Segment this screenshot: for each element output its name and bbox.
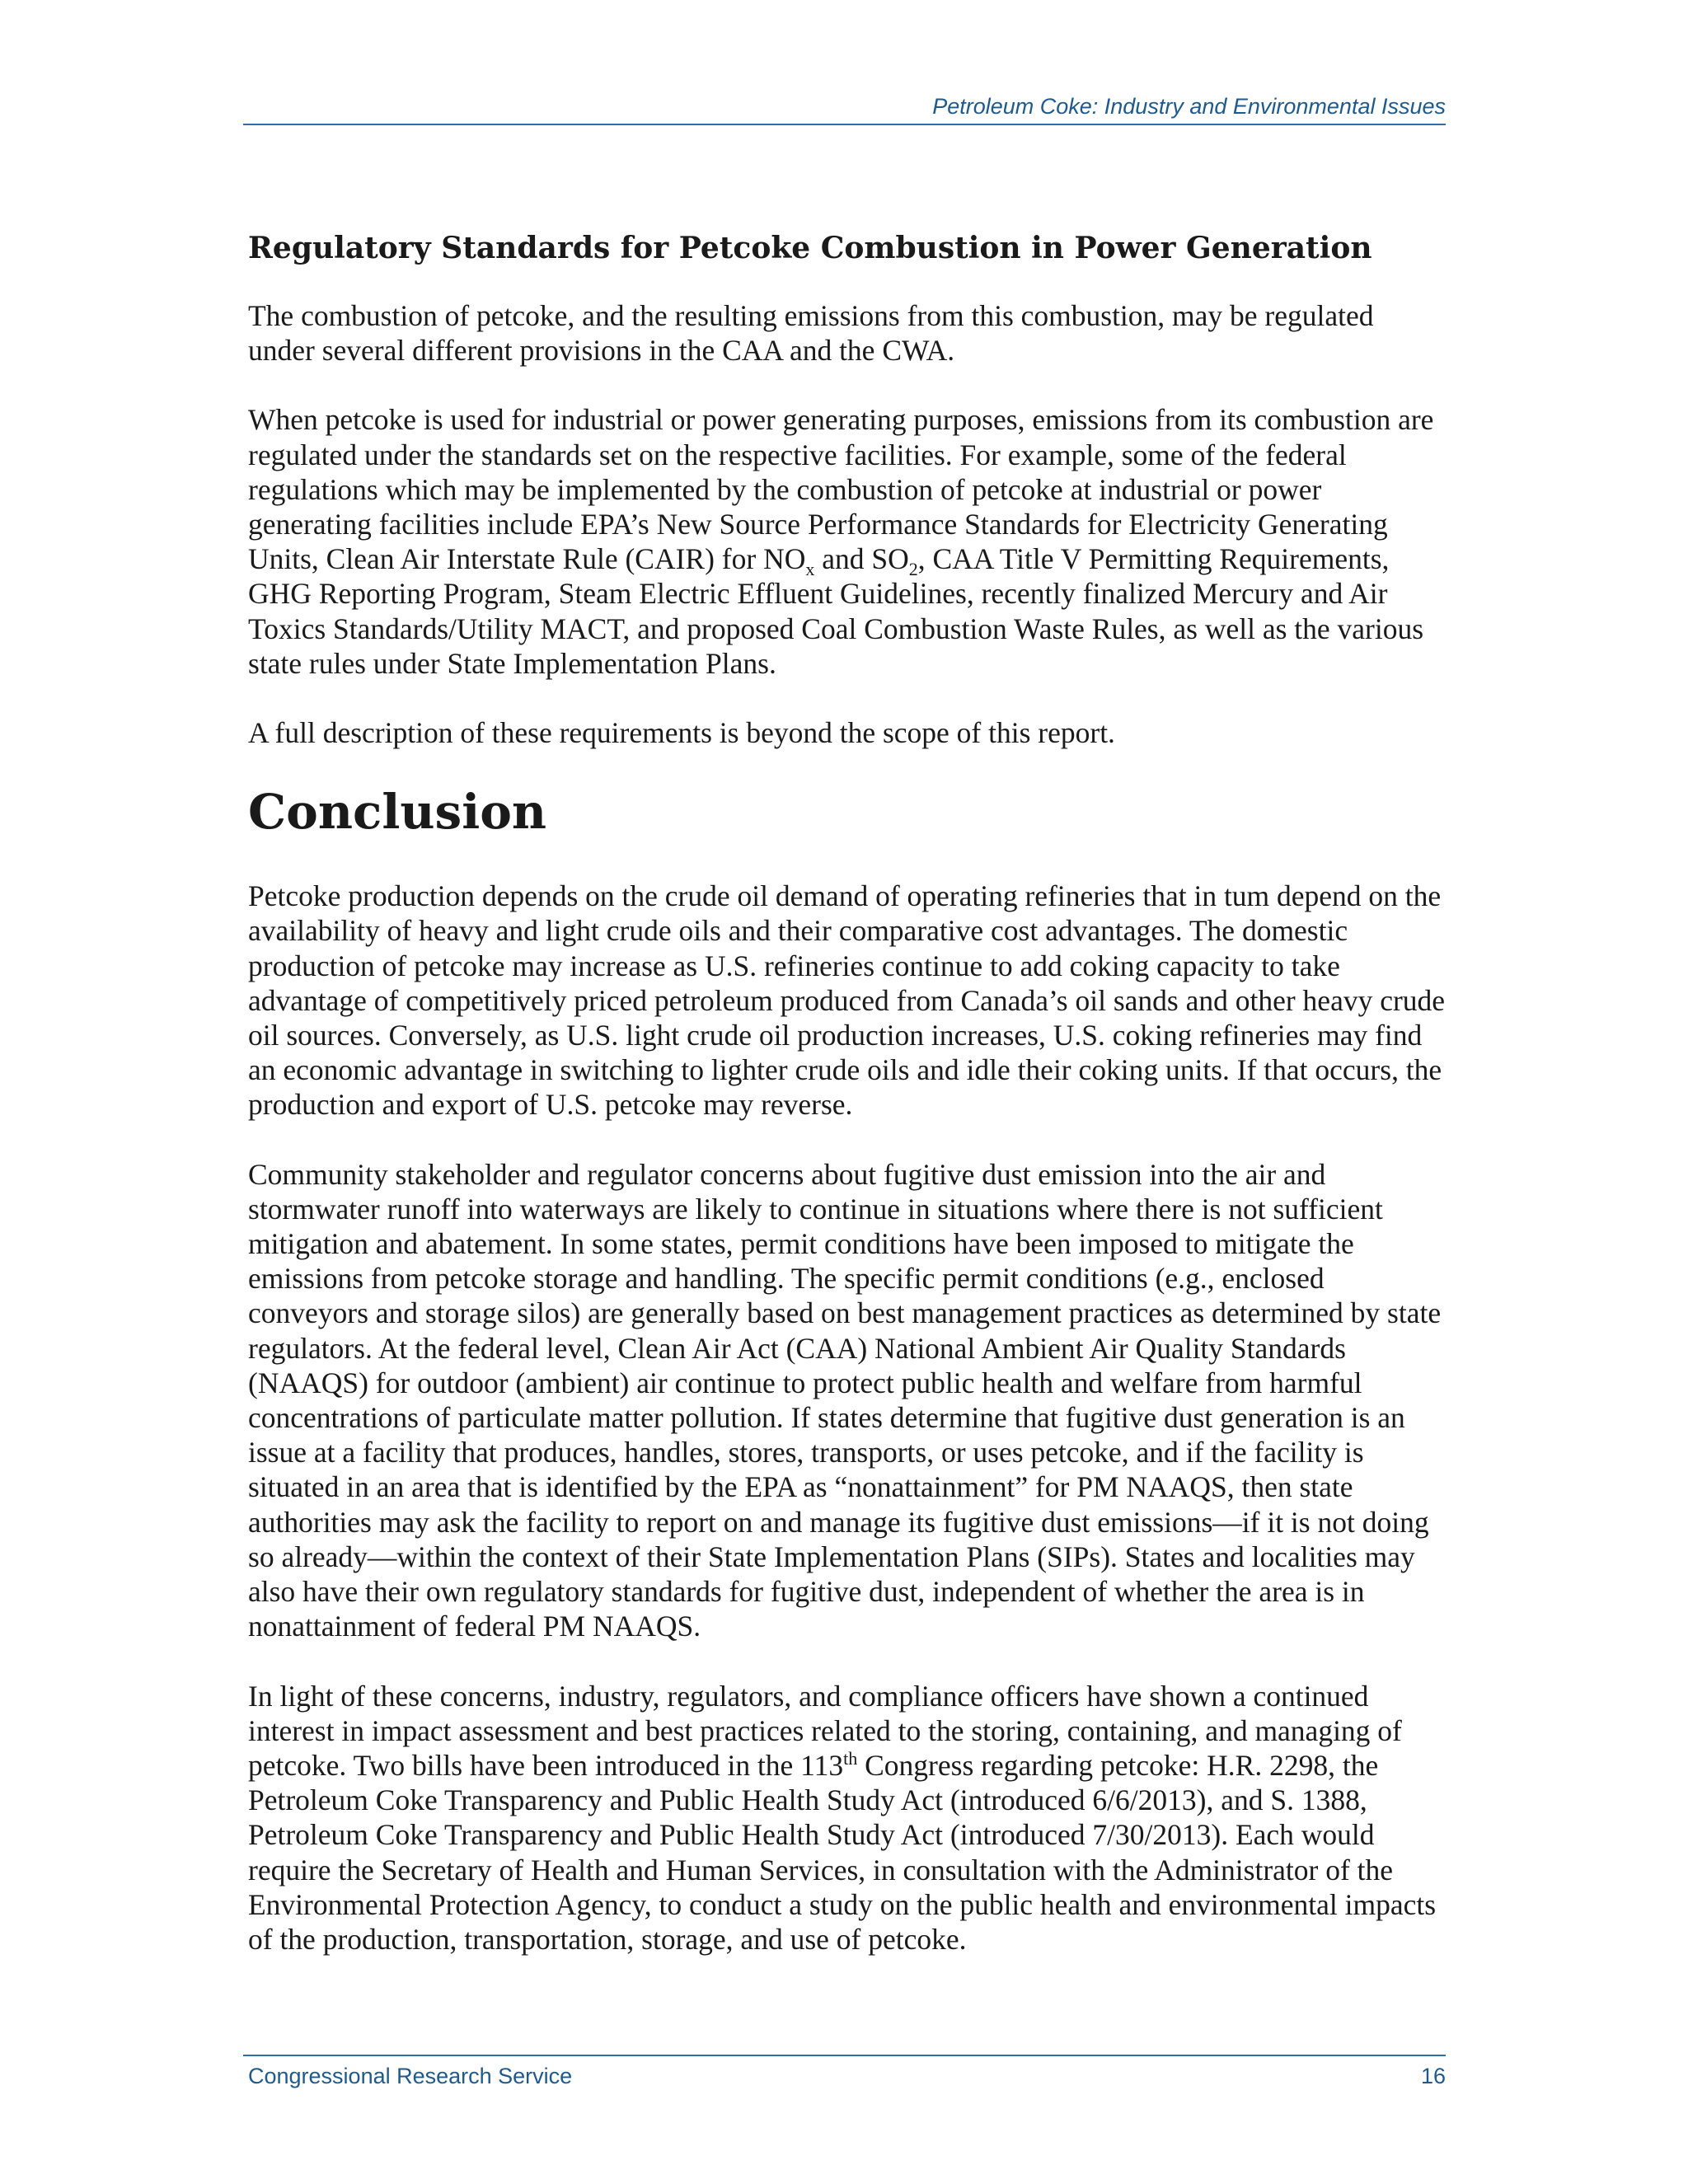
text-run: When petcoke is used for industrial or power generating purposes, emissions from its combustion are regulated under the standards set on the respective facilities. For example, some of the federal regulations which may be implemented by the combustion of petcoke at industrial or power generating facilities include EPA’s New Source Performance Standards for Electricity Generating Units, Clean Air Interstate Rule (CAIR) for NO	[248, 403, 1434, 576]
subsection-heading: Regulatory Standards for Petcoke Combustion in Power Generation	[248, 231, 1372, 265]
subscript-x: x	[805, 559, 815, 580]
text-run: , CAA Title V Permitting Requirements, GHG Reporting Program, Steam Electric Effluent Guidelines, recently finalized Mercury and Air Toxics Standards/Utility MACT, and proposed Coal Combustion Waste Rules, as well as the various state rules under State Implementation Plans.	[248, 542, 1424, 680]
header-divider	[243, 124, 1446, 125]
text-run: Congress regarding petcoke: H.R. 2298, the Petroleum Coke Transparency and Public Health Study Act (introduced 6/6/2013), and S. 1388, Petroleum Coke Transparency and Public Health Study Act (introduced 7/30/2013). Each would require the Secretary of Health and Human Services, in consultation with the Administrator of the Environmental Protection Agency, to conduct a study on the public health and environmental impacts of the production, transportation, storage, and use of petcoke.	[248, 1748, 1437, 1956]
footer-page-number: 16	[1420, 2064, 1446, 2088]
footer-organization: Congressional Research Service	[248, 2064, 573, 2088]
paragraph-congress-bills	[248, 1679, 1446, 1957]
running-header-title: Petroleum Coke: Industry and Environmental Issues	[932, 94, 1446, 119]
paragraph-petcoke-production: Petcoke production depends on the crude oil demand of operating refineries that in tum depend on the availability of heavy and light crude oils and their comparative cost advantages. The domestic production of petcoke may increase as U.S. refineries continue to add coking capacity to take advantage of competitively priced petroleum produced from Canada’s oil sands and other heavy crude oil sources. Conversely, as U.S. light crude oil production increases, U.S. coking refineries may find an economic advantage in switching to lighter crude oils and idle their coking units. If that occurs, the production and export of U.S. petcoke may reverse.	[248, 879, 1446, 1122]
section-heading-conclusion: Conclusion	[248, 784, 547, 841]
footer-divider	[243, 2055, 1446, 2056]
subscript-2: 2	[908, 559, 918, 580]
paragraph-scope-note: A full description of these requirements is beyond the scope of this report.	[248, 716, 1115, 750]
superscript-th: th	[843, 1748, 858, 1769]
page-body	[248, 224, 1446, 1991]
text-run: In light of these concerns, industry, regulators, and compliance officers have shown a continued interest in impact assessment and best practices related to the storing, containing, and managing of petcoke. Two bills have been introduced in the 113	[248, 1679, 1402, 1782]
text-run: and SO	[814, 542, 909, 576]
paragraph-regulations-list	[248, 402, 1446, 681]
paragraph-regulation-intro: The combustion of petcoke, and the resulting emissions from this combustion, may be regulated under several different provisions in the CAA and the CWA.	[248, 299, 1374, 368]
paragraph-fugitive-dust: Community stakeholder and regulator concerns about fugitive dust emission into the air and stormwater runoff into waterways are likely to continue in situations where there is not sufficient mitigation and abatement. In some states, permit conditions have been imposed to mitigate the emissions from petcoke storage and handling. The specific permit conditions (e.g., enclosed conveyors and storage silos) are generally based on best management practices as determined by state regulators. At the federal level, Clean Air Act (CAA) National Ambient Air Quality Standards (NAAQS) for outdoor (ambient) air continue to protect public health and welfare from harmful concentrations of particulate matter pollution. If states determine that fugitive dust generation is an issue at a facility that produces, handles, stores, transports, or uses petcoke, and if the facility is situated in an area that is identified by the EPA as “nonattainment” for PM NAAQS, then state authorities may ask the facility to report on and manage its fugitive dust emissions—if it is not doing so already—within the context of their State Implementation Plans (SIPs). States and localities may also have their own regulatory standards for fugitive dust, independent of whether the area is in nonattainment of federal PM NAAQS.	[248, 1157, 1442, 1643]
